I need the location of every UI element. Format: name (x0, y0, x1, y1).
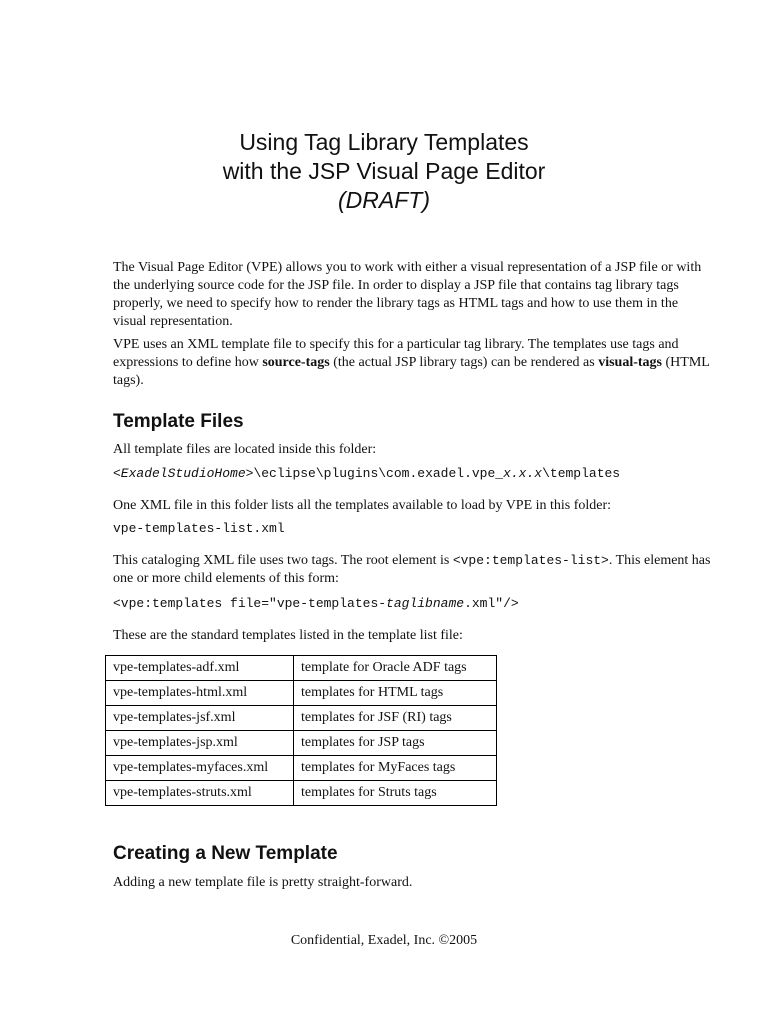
template-description-cell: templates for Struts tags (294, 781, 497, 806)
catalog-description (113, 552, 713, 588)
intro-text: (HTML tags). (113, 355, 710, 388)
title-line-1: Using Tag Library Templates (239, 129, 529, 155)
template-description-cell: templates for JSF (RI) tags (294, 706, 497, 731)
page-footer: Confidential, Exadel, Inc. ©2005 (290, 933, 478, 948)
template-file-cell: vpe-templates-jsp.xml (106, 731, 294, 756)
table-row (106, 731, 497, 756)
template-folder-path (113, 465, 620, 482)
intro-paragraph-1: The Visual Page Editor (VPE) allows you to work with either a visual representation of a JSP file or with the underlying source code for the JSP file. In order to display a JSP file that contains tag library tags properly, we need to specify how to render the library tags as HTML tags and how to use them in the visual representation. (113, 260, 702, 329)
template-description-cell: templates for JSP tags (294, 731, 497, 756)
catalog-text: . This element has one or more child elements of this form: (113, 553, 711, 586)
table-row (106, 706, 497, 731)
path-end: \templates (542, 466, 621, 481)
code-taglibname: taglibname (386, 596, 465, 611)
catalog-text: This cataloging XML file uses two tags. The root element is (113, 553, 453, 568)
heading-template-files: Template Files (113, 411, 244, 432)
table-row (106, 681, 497, 706)
source-tags-term: source-tags (262, 355, 330, 370)
template-description-cell: templates for MyFaces tags (294, 756, 497, 781)
title-draft: (DRAFT) (338, 187, 430, 213)
heading-creating-new-template: Creating a New Template (113, 843, 338, 864)
path-home: <ExadelStudioHome> (113, 466, 254, 481)
list-file-name: vpe-templates-list.xml (113, 521, 285, 536)
code-text: .xml"/> (464, 596, 519, 611)
template-file-cell: vpe-templates-jsf.xml (106, 706, 294, 731)
table-row (106, 756, 497, 781)
template-file-cell: vpe-templates-html.xml (106, 681, 294, 706)
templates-table (105, 655, 497, 806)
path-version: x.x.x (503, 466, 543, 481)
template-file-cell: vpe-templates-myfaces.xml (106, 756, 294, 781)
folder-intro-text: All template files are located inside this folder: (113, 442, 377, 457)
template-file-cell: vpe-templates-adf.xml (106, 656, 294, 681)
template-description-cell: template for Oracle ADF tags (294, 656, 497, 681)
new-template-text: Adding a new template file is pretty straight-forward. (113, 875, 413, 890)
child-element-code (113, 595, 519, 612)
path-middle: \eclipse\plugins\com.exadel.vpe_ (253, 466, 504, 481)
title-line-2: with the JSP Visual Page Editor (222, 158, 546, 184)
template-description-cell: templates for HTML tags (294, 681, 497, 706)
template-file-cell: vpe-templates-struts.xml (106, 781, 294, 806)
visual-tags-term: visual-tags (598, 355, 663, 370)
standard-templates-intro: These are the standard templates listed in the template list file: (113, 628, 463, 643)
intro-paragraph-2 (113, 336, 713, 390)
list-file-intro-text: One XML file in this folder lists all the templates available to load by VPE in this folder: (113, 498, 612, 513)
table-row (106, 656, 497, 681)
table-row (106, 781, 497, 806)
code-text: <vpe:templates file="vpe-templates- (113, 596, 387, 611)
intro-text: VPE uses an XML template file to specify this for a particular tag library. The templates use tags and expressions to define how (113, 337, 679, 370)
intro-text: (the actual JSP library tags) can be rendered as (329, 355, 599, 370)
root-element-code: <vpe:templates-list> (452, 553, 609, 568)
